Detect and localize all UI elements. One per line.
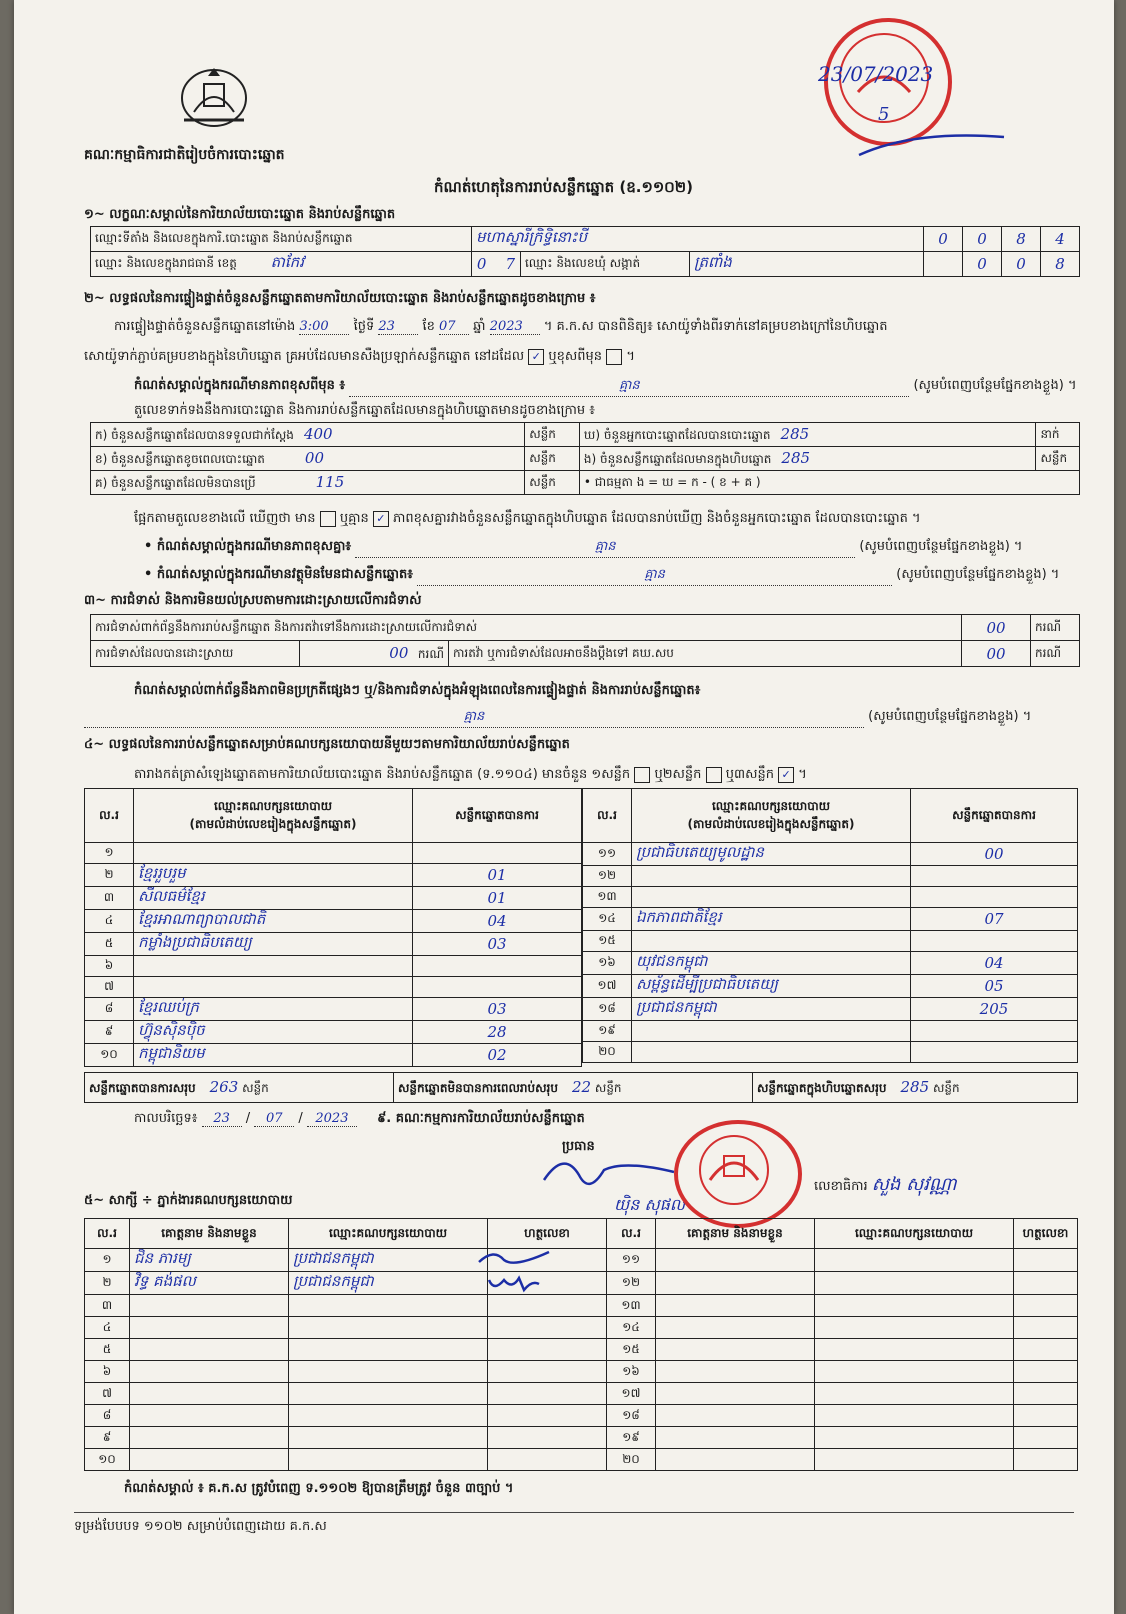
stamp-date: 23/07/2023: [818, 62, 934, 86]
difference-yes-checkbox[interactable]: [320, 511, 336, 527]
party-name: សីលធម៌ខ្មែរ: [134, 887, 413, 910]
date-line: កាលបរិច្ឆេទ៖ 23 / 07 / 2023 ៩. គណៈកម្មការការិយាល័យរាប់សន្លឹកឆ្នោត: [134, 1111, 585, 1126]
witness-signature: [1014, 1317, 1078, 1339]
row-number: ៩: [85, 1021, 134, 1044]
commune-digit-3: 8: [1041, 252, 1080, 277]
witness-party: [815, 1249, 1014, 1272]
secretary: លេខាធិការ សួង សុវណ្ណា: [814, 1174, 957, 1195]
location-digit-1: 0: [924, 227, 963, 252]
verification-time: 3:00: [299, 319, 349, 335]
commission-stamp: [674, 1120, 802, 1228]
row-number: ៨: [85, 998, 134, 1021]
formula: • ជាធម្មតា ង = ឃ = ក - ( ខ + គ ): [579, 471, 1079, 495]
witness-name: [656, 1317, 815, 1339]
commune-value: ត្រពាំង: [690, 252, 924, 277]
party-name: [632, 1021, 911, 1042]
witness-number: ២០: [607, 1449, 656, 1471]
witness-name: [656, 1383, 815, 1405]
party-votes: 04: [413, 910, 582, 933]
witness-party: [289, 1405, 488, 1427]
section1-heading: ១~ លក្ខណៈសម្គាល់នៃការិយាល័យបោះឆ្នោត និងរាប់សន្លឹកឆ្នោត: [84, 207, 396, 222]
document-title: កំណត់ហេតុនៃការរាប់សន្លឹកឆ្នោត (ឧ.១១០២): [434, 178, 694, 196]
party-votes: 28: [413, 1021, 582, 1044]
party-result-row: [85, 998, 582, 1021]
party-votes: 05: [911, 975, 1078, 998]
province-digits: 0 7: [472, 252, 521, 277]
resolved-count: 00 ករណី: [300, 641, 449, 667]
witness-signature: [1014, 1272, 1078, 1295]
witness-signature: [1014, 1449, 1078, 1471]
complaint-count-label: ការជំទាស់ពាក់ព័ន្ធនឹងការរាប់សន្លឹកឆ្នោត និងការតវ៉ាទៅនឹងការដោះស្រាយលើការជំទាស់: [91, 615, 962, 641]
nec-emblem-icon: [174, 62, 254, 132]
party-votes: [911, 931, 1078, 952]
witness-party: [815, 1427, 1014, 1449]
province-value: តាកែវ: [270, 253, 304, 271]
witness-row: [85, 1272, 1078, 1295]
same-checkbox[interactable]: ✓: [528, 349, 544, 365]
party-votes: 205: [911, 998, 1078, 1021]
row-number: ១៤: [583, 908, 632, 931]
row-number: ១៧: [583, 975, 632, 998]
witness-party: [289, 1317, 488, 1339]
witness-signature: [488, 1449, 607, 1471]
witness-party: [289, 1383, 488, 1405]
row-number: ១៥: [583, 931, 632, 952]
witness-note: កំណត់សម្គាល់ ៖ គ.ក.ស ត្រូវបំពេញ ទ.១១០២ ឱ្យបានត្រឹមត្រូវ ចំនួន ៣ច្បាប់ ។: [124, 1481, 514, 1496]
sheet-count-line: តារាងកត់ត្រាសំឡេងឆ្នោតតាមការិយាល័យបោះឆ្នោត និងរាប់សន្លឹកឆ្នោត (ទ.១១០៤) មានចំនួន ១សន្លឹក ឬ២សន្លឹក ឬ៣សន្លឹក ✓ ។: [134, 767, 807, 782]
party-votes: 04: [911, 952, 1078, 975]
party-result-row: [85, 910, 582, 933]
row-number: ៥: [85, 933, 134, 956]
party-name: ប្រជាជនកម្ពុជា: [632, 998, 911, 1021]
figures-table: ក) ចំនួនសន្លឹកឆ្នោតដែលបានទទួលជាក់ស្តែង 400 សន្លឹក ឃ) ចំនួនអ្នកបោះឆ្នោតដែលបានបោះឆ្នោត 285 នាក់ ខ) ចំនួនសន្លឹកឆ្នោតខូចពេលបោះឆ្នោត 00 សន្លឹក ង) ចំនួនសន្លឹកឆ្នោតដែលមានក្នុងហិបឆ្នោត 285 សន្លឹក គ) ចំនួនសន្លឹកឆ្នោតដែលមិនបានប្រើ 115 សន្លឹក • ជាធម្មតា ង = ឃ = ក - ( ខ + គ ): [90, 422, 1080, 495]
witness-party: [815, 1339, 1014, 1361]
party-name: [134, 843, 413, 864]
witness-row: [85, 1405, 1078, 1427]
witness-party: [289, 1339, 488, 1361]
row-number: ២: [85, 864, 134, 887]
party-name: ខ្មែរអាណាព្យាបាលជាតិ: [134, 910, 413, 933]
row-number: ៣: [85, 887, 134, 910]
witness-number: ៥: [85, 1339, 130, 1361]
witness-name: [130, 1339, 289, 1361]
party-result-row: [85, 977, 582, 998]
party-result-row: [85, 956, 582, 977]
form-footer: ទម្រង់បែបបទ ១១០២ សម្រាប់បំពេញដោយ គ.ក.ស: [74, 1519, 327, 1534]
row-number: ១៦: [583, 952, 632, 975]
appeal-label: ការតវ៉ា ឬការជំទាស់ដែលអាចនឹងប្ដឹងទៅ គឃ.សប: [449, 641, 962, 667]
change-note: កំណត់សម្គាល់ក្នុងករណីមានភាពខុសពីមុន ៖ គ្មាន (សូមបំពេញបន្ថែមផ្នែកខាងខ្លួង) ។: [134, 377, 1077, 397]
verification-year: 2023: [490, 319, 540, 335]
witness-number: ១: [85, 1249, 130, 1272]
witness-number: ៩: [85, 1427, 130, 1449]
row-number: ២០: [583, 1042, 632, 1063]
witness-party: [815, 1317, 1014, 1339]
witness-signature: [488, 1383, 607, 1405]
two-sheet-checkbox[interactable]: [706, 767, 722, 783]
witness-number: ១១: [607, 1249, 656, 1272]
complaint-count: 00: [962, 615, 1031, 641]
party-result-row: [583, 887, 1078, 908]
difference-note: • កំណត់សម្គាល់ក្នុងករណីមានភាពខុសគ្នា៖ គ្មាន (សូមបំពេញបន្ថែមផ្នែកខាងខ្លួង) ។: [144, 538, 1023, 558]
witness-signature: [488, 1295, 607, 1317]
row-number: ១២: [583, 866, 632, 887]
totals-table: [84, 1072, 1078, 1103]
witness-signature-2-icon: [484, 1270, 544, 1294]
party-votes: 00: [911, 843, 1078, 866]
party-name: កម្ពុជានិយម: [134, 1044, 413, 1067]
witness-party: ប្រជាជនកម្ពុជា: [289, 1272, 488, 1295]
witness-row: [85, 1317, 1078, 1339]
change-note-value: គ្មាន: [349, 377, 909, 397]
witness-name: [130, 1383, 289, 1405]
party-result-row: [85, 864, 582, 887]
witness-row: [85, 1361, 1078, 1383]
witness-name: [656, 1249, 815, 1272]
location-value: មហាស្នារីក្រិទ្ធិនោះបី: [472, 227, 924, 252]
witness-number: ១៨: [607, 1405, 656, 1427]
location-digit-2: 0: [963, 227, 1002, 252]
witness-name: [130, 1405, 289, 1427]
witness-name: [656, 1449, 815, 1471]
figures-intro: តួលេខទាក់ទងនឹងការបោះឆ្នោត និងការរាប់សន្លឹកឆ្នោតដែលមានក្នុងហិបឆ្នោតមានដូចខាងក្រោម ៖: [134, 403, 595, 418]
figure-d: ឃ) ចំនួនអ្នកបោះឆ្នោតដែលបានបោះឆ្នោត 285: [579, 423, 1036, 447]
committee-name: គណៈកម្មាធិការជាតិរៀបចំការបោះឆ្នោត: [84, 147, 285, 163]
party-name: សម្ព័ន្ធដើម្បីប្រជាធិបតេយ្យ: [632, 975, 911, 998]
witness-party: [289, 1295, 488, 1317]
witness-number: ១៩: [607, 1427, 656, 1449]
party-result-row: [583, 843, 1078, 866]
party-name: [632, 931, 911, 952]
witness-party: [815, 1295, 1014, 1317]
changed-checkbox[interactable]: [606, 349, 622, 365]
witness-row: [85, 1295, 1078, 1317]
party-votes: [413, 977, 582, 998]
party-votes: 02: [413, 1044, 582, 1067]
chair-label: ប្រធាន: [562, 1139, 595, 1154]
commune-label: ឈ្មោះ និងលេខឃុំ សង្កាត់: [521, 252, 690, 277]
witness-number: ១៦: [607, 1361, 656, 1383]
witness-signature: [1014, 1249, 1078, 1272]
witness-signature: [488, 1427, 607, 1449]
party-name: [632, 866, 911, 887]
section5-heading: ៥~ សាក្សី ÷ ភ្នាក់ងារគណបក្សនយោបាយ: [84, 1193, 293, 1208]
resolved-label: ការជំទាស់ដែលបានដោះស្រាយ: [91, 641, 300, 667]
witness-name: [130, 1449, 289, 1471]
row-number: ១: [85, 843, 134, 864]
witness-name: [656, 1339, 815, 1361]
location-digit-4: 4: [1041, 227, 1080, 252]
witness-number: ១៣: [607, 1295, 656, 1317]
witness-signature: [1014, 1295, 1078, 1317]
party-name: [134, 956, 413, 977]
party-result-row: [583, 975, 1078, 998]
witness-name: [656, 1272, 815, 1295]
total-invalid: សន្លឹកឆ្នោតមិនបានការពេលរាប់សរុប 22 សន្លឹក: [394, 1073, 753, 1103]
witness-signature: [488, 1317, 607, 1339]
witness-number: ១៥: [607, 1339, 656, 1361]
witness-table: ល.រ គោត្តនាម និងនាមខ្លួន ឈ្មោះគណបក្សនយោបាយ ហត្ថលេខា ល.រ គោត្តនាម និងនាមខ្លួន ឈ្មោះគណបក្សនយោបាយ ហត្ថលេខា ១ ជិន ភារម្យ ប្រជាជនកម្ពុជា ១១ ២ វិទ្ធ គង់ផល ប្រជាជនកម្ពុជា ១២ ៣ ១៣ ៤ ១៤ ៥ ១៥ ៦ ១៦ ៧ ១៧ ៨ ១៨ ៩ ១៩ ១០ ២០: [84, 1218, 1078, 1471]
witness-party: ប្រជាជនកម្ពុជា: [289, 1249, 488, 1272]
commune-digit-1: 0: [963, 252, 1002, 277]
witness-signature: [488, 1361, 607, 1383]
results-table-left: ល.រ ឈ្មោះគណបក្សនយោបាយ (តាមលំដាប់លេខរៀងក្នុងសន្លឹកឆ្នោត) សន្លឹកឆ្នោតបានការ ១ ២ ខ្មែររួបរួម 01 ៣ សីលធម៌ខ្មែរ 01 ៤ ខ្មែរអាណាព្យាបាលជាតិ 04 ៥ កម្លាំងប្រជាធិបតេយ្យ 03 ៦ ៧ ៨ ខ្មែរឈប់ក្រ 03 ៩ ហ៊្វុនស៊ិនប៉ិច 28 ១០ កម្ពុជានិយម 02: [84, 788, 582, 1067]
appeal-count: 00: [962, 641, 1031, 667]
difference-line: ផ្អែកតាមតួលេខខាងលើ ឃើញថា មាន ឬគ្មាន ✓ ភាពខុសគ្នារវាងចំនួនសន្លឹកឆ្នោតក្នុងហិបឆ្នោត ដែលបានរាប់ឃើញ និងចំនួនអ្នកបោះឆ្នោត ដែលបានបោះឆ្នោត ។: [134, 511, 921, 526]
location-label: ឈ្មោះទីតាំង និងលេខក្នុងការិ.បោះឆ្នោត និងរាប់សន្លឹកឆ្នោត: [91, 227, 472, 252]
stamp-hour: 5: [878, 104, 890, 125]
party-votes: [911, 866, 1078, 887]
witness-name: [656, 1427, 815, 1449]
witness-number: ១៤: [607, 1317, 656, 1339]
irregularity-note-label: កំណត់សម្គាល់ពាក់ព័ន្ធនឹងភាពមិនប្រក្រតីផ្សេងៗ ឬ/និងការជំទាស់ក្នុងអំឡុងពេលនៃការផ្ទៀងផ្ទាត់ និងការរាប់សន្លឹកឆ្នោត៖: [134, 683, 701, 698]
witness-number: ៧: [85, 1383, 130, 1405]
form-sheet: [14, 0, 1114, 1614]
witness-row: [85, 1339, 1078, 1361]
witness-signature: [1014, 1427, 1078, 1449]
party-name: កម្លាំងប្រជាធិបតេយ្យ: [134, 933, 413, 956]
witness-name: [656, 1295, 815, 1317]
party-result-row: [583, 908, 1078, 931]
party-name: ខ្មែររួបរួម: [134, 864, 413, 887]
witness-party: [815, 1361, 1014, 1383]
chair-name: យ៉ិន សុផល: [614, 1195, 686, 1214]
party-votes: [413, 956, 582, 977]
figure-c: គ) ចំនួនសន្លឹកឆ្នោតដែលមិនបានប្រើ 115: [91, 471, 525, 495]
figure-b: ខ) ចំនួនសន្លឹកឆ្នោតខូចពេលបោះឆ្នោត 00: [91, 447, 525, 471]
party-result-row: [583, 998, 1078, 1021]
party-name: ប្រជាធិបតេយ្យមូលដ្ឋាន: [632, 843, 911, 866]
witness-number: ៤: [85, 1317, 130, 1339]
seal-check-line: សោយ៉ូទាក់ភ្ជាប់គម្របខាងក្នុងនៃហិបឆ្នោត គ្រអប់ដែលមានសឺងប្រឡាក់សន្លឹកឆ្នោត នៅដដែល ✓ ឬខុសពីមុន ។: [84, 349, 635, 364]
section1-table: [90, 226, 1080, 277]
total-in-box: សន្លឹកឆ្នោតក្នុងហិបឆ្នោតសរុប 285 សន្លឹក: [753, 1073, 1078, 1103]
party-votes: 03: [413, 998, 582, 1021]
witness-party: [815, 1449, 1014, 1471]
row-number: ៧: [85, 977, 134, 998]
party-name: [632, 887, 911, 908]
witness-signature: [1014, 1405, 1078, 1427]
witness-signature: [488, 1405, 607, 1427]
party-votes: 01: [413, 887, 582, 910]
foreign-object-note: • កំណត់សម្គាល់ក្នុងករណីមានវត្ថុមិនមែនជាសន្លឹកឆ្នោត៖ គ្មាន (សូមបំពេញបន្ថែមផ្នែកខាងខ្លួង) ។: [144, 566, 1059, 586]
witness-number: ៣: [85, 1295, 130, 1317]
row-number: ១១: [583, 843, 632, 866]
row-number: ៦: [85, 956, 134, 977]
location-digit-3: 8: [1002, 227, 1041, 252]
figure-e: ង) ចំនួនសន្លឹកឆ្នោតដែលមានក្នុងហិបឆ្នោត 285: [579, 447, 1036, 471]
witness-row: [85, 1427, 1078, 1449]
witness-name: [656, 1361, 815, 1383]
chair-signature-icon: [534, 1150, 684, 1200]
party-votes: 07: [911, 908, 1078, 931]
row-number: ១៣: [583, 887, 632, 908]
witness-party: [289, 1449, 488, 1471]
party-result-row: [583, 866, 1078, 887]
party-result-row: [583, 952, 1078, 975]
party-result-row: [85, 933, 582, 956]
witness-number: ៨: [85, 1405, 130, 1427]
stamp-signature-icon: [854, 125, 1014, 165]
witness-number: ៦: [85, 1361, 130, 1383]
witness-row: [85, 1449, 1078, 1471]
verification-day: 23: [378, 319, 418, 335]
witness-party: [289, 1427, 488, 1449]
party-votes: [911, 1021, 1078, 1042]
witness-name: វិទ្ធ គង់ផល: [130, 1272, 289, 1295]
party-result-row: [85, 887, 582, 910]
section2-heading: ២~ លទ្ធផលនៃការផ្ទៀងផ្ទាត់ចំនួនសន្លឹកឆ្នោតតាមការិយាល័យបោះឆ្នោត និងរាប់សន្លឹកឆ្នោតដូចខាងក្រោម ៖: [84, 291, 596, 306]
figure-a: ក) ចំនួនសន្លឹកឆ្នោតដែលបានទទួលជាក់ស្តែង 400: [91, 423, 525, 447]
irregularity-note: គ្មាន (សូមបំពេញបន្ថែមផ្នែកខាងខ្លួង) ។: [84, 708, 1031, 728]
secretary-name: សួង សុវណ្ណា: [871, 1174, 957, 1195]
witness-number: ១០: [85, 1449, 130, 1471]
witness-number: ១២: [607, 1272, 656, 1295]
witness-name: [656, 1405, 815, 1427]
section3-heading: ៣~ ការជំទាស់ និងការមិនយល់ស្របតាមការដោះស្រាយលើការជំទាស់: [84, 593, 422, 608]
witness-row: [85, 1383, 1078, 1405]
party-result-row: [583, 931, 1078, 952]
witness-signature: [1014, 1383, 1078, 1405]
party-name: យុវជនកម្ពុជា: [632, 952, 911, 975]
verification-line: ការផ្ទៀងផ្ទាត់ចំនួនសន្លឹកឆ្នោតនៅម៉ោង 3:00 ថ្ងៃទី 23 ខែ 07 ឆ្នាំ 2023 ។ គ.ក.ស បានពិនិត្យ៖ សោយ៉ូទាំងពីរទាក់នៅគម្របខាងក្រៅនៃហិបឆ្នោត: [114, 319, 888, 334]
witness-party: [815, 1272, 1014, 1295]
witness-signature-1-icon: [474, 1246, 554, 1270]
difference-no-checkbox[interactable]: ✓: [373, 511, 389, 527]
witness-party: [815, 1383, 1014, 1405]
one-sheet-checkbox[interactable]: [634, 767, 650, 783]
witness-signature: [1014, 1339, 1078, 1361]
witness-name: [130, 1317, 289, 1339]
party-name: ខ្មែរឈប់ក្រ: [134, 998, 413, 1021]
row-number: ១០: [85, 1044, 134, 1067]
party-result-row: [583, 1021, 1078, 1042]
verification-month: 07: [439, 319, 469, 335]
row-number: ១៩: [583, 1021, 632, 1042]
party-name: ហ៊្វុនស៊ិនប៉ិច: [134, 1021, 413, 1044]
party-result-row: [85, 1021, 582, 1044]
section4-heading: ៤~ លទ្ធផលនៃការរាប់សន្លឹកឆ្នោតសម្រាប់គណបក្សនយោបាយនីមួយៗតាមការិយាល័យរាប់សន្លឹកឆ្នោត: [84, 737, 570, 752]
witness-row: [85, 1249, 1078, 1272]
province-label: ឈ្មោះ និងលេខក្នុងរាជធានី ខេត្ត តាកែវ: [91, 252, 472, 277]
witness-name: [130, 1361, 289, 1383]
witness-name: ជិន ភារម្យ: [130, 1249, 289, 1272]
witness-name: [130, 1295, 289, 1317]
party-votes: 03: [413, 933, 582, 956]
witness-party: [815, 1405, 1014, 1427]
witness-party: [289, 1361, 488, 1383]
party-name: [134, 977, 413, 998]
witness-number: ២: [85, 1272, 130, 1295]
party-name: ឯកភាពជាតិខ្មែរ: [632, 908, 911, 931]
party-votes: [911, 887, 1078, 908]
witness-name: [130, 1427, 289, 1449]
total-valid: សន្លឹកឆ្នោតបានការសរុប 263 សន្លឹក: [85, 1073, 394, 1103]
row-number: ១៨: [583, 998, 632, 1021]
footer-divider: [74, 1512, 1074, 1513]
complaints-table: ការជំទាស់ពាក់ព័ន្ធនឹងការរាប់សន្លឹកឆ្នោត និងការតវ៉ាទៅនឹងការដោះស្រាយលើការជំទាស់ 00 ករណី ការជំទាស់ដែលបានដោះស្រាយ 00 ករណី ការតវ៉ា ឬការជំទាស់ដែលអាចនឹងប្ដឹងទៅ គឃ.សប 00 ករណី: [90, 614, 1080, 667]
commune-digit-2: 0: [1002, 252, 1041, 277]
witness-signature: [1014, 1361, 1078, 1383]
party-result-row: [85, 843, 582, 864]
party-result-row: [85, 1044, 582, 1067]
witness-signature: [488, 1339, 607, 1361]
party-name: [632, 1042, 911, 1063]
party-votes: 01: [413, 864, 582, 887]
three-sheet-checkbox[interactable]: ✓: [778, 767, 794, 783]
party-result-row: [583, 1042, 1078, 1063]
witness-number: ១៧: [607, 1383, 656, 1405]
party-votes: [911, 1042, 1078, 1063]
party-votes: [413, 843, 582, 864]
results-table-right: ល.រ ឈ្មោះគណបក្សនយោបាយ (តាមលំដាប់លេខរៀងក្នុងសន្លឹកឆ្នោត) សន្លឹកឆ្នោតបានការ ១១ ប្រជាធិបតេយ្យមូលដ្ឋាន 00 ១២ ១៣ ១៤ ឯកភាពជាតិខ្មែរ 07 ១៥ ១៦ យុវជនកម្ពុជា 04 ១៧ សម្ព័ន្ធដើម្បីប្រជាធិបតេយ្យ 05 ១៨ ប្រជាជនកម្ពុជា 205 ១៩ ២០: [582, 788, 1078, 1063]
row-number: ៤: [85, 910, 134, 933]
